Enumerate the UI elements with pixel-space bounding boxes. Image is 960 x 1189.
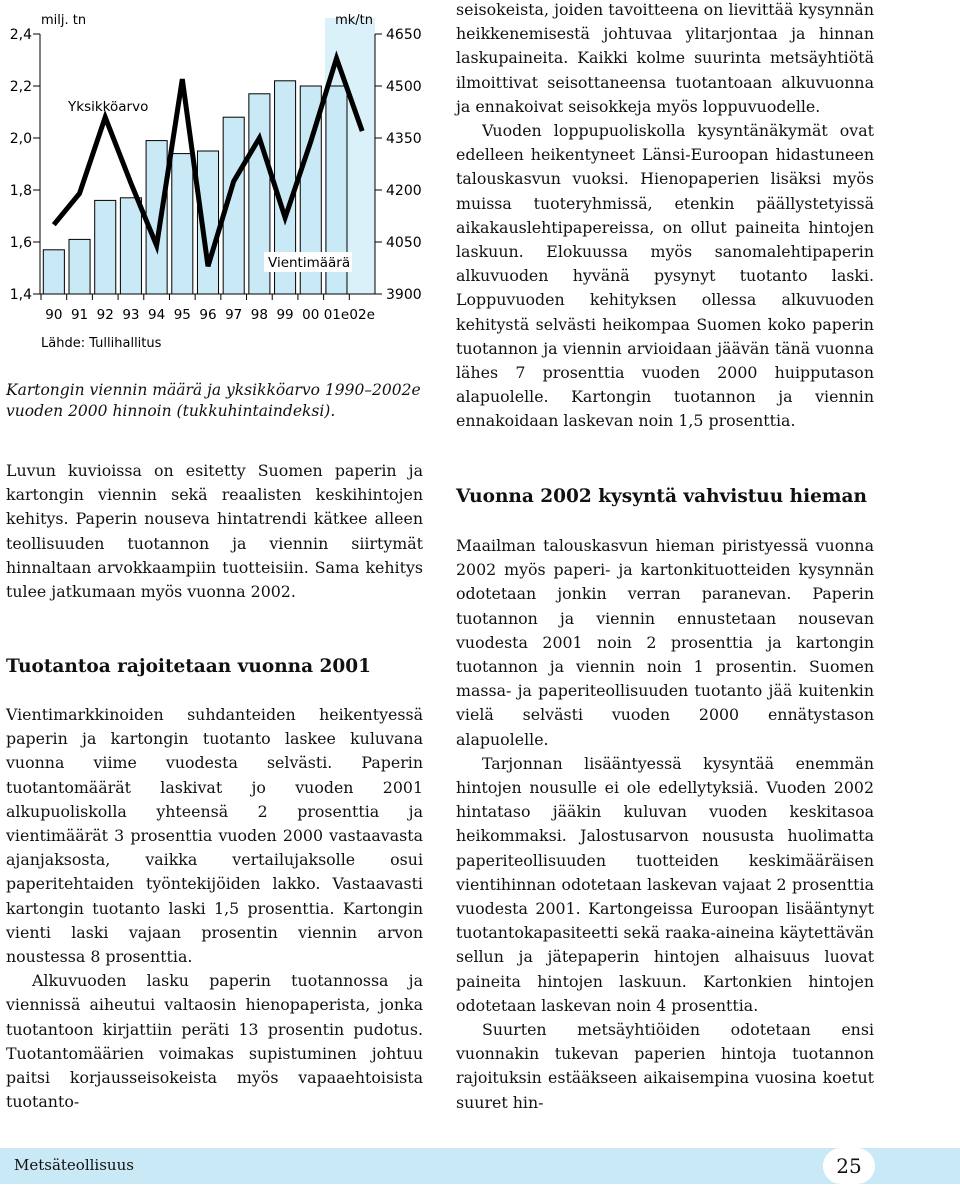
left-tick-label: 1,8 [9, 183, 32, 199]
bar [120, 198, 141, 294]
right-body-top: seisokeista, joiden tavoitteena on lievittää kysynnän heikkenemisestä johtuvaa ylitarjontaa ja hinnan laskupaineita. Kaikki kolme suurinta metsäyhtiötä ilmoittivat seisottaneensa tuotantoaan alkuvuonna ja ennakoivat seisokkeja myös loppuvuodelle. Vuoden loppupuoliskolla kysyntänäkymät ovat edelleen heikentyneet Länsi-Euroopan hidastuneen talouskasvun vuoksi. Hienopaperien lisäksi myös muissa tuoteryhmissä, etenkin päällystetyissä aikakauslehtipapereissa, on ollut paineita hintojen laskuun. Elokuussa myös sanomalehtipaperin alkuvuoden hyvänä pysynyt tuotanto laski. Loppuvuoden kehityksen ollessa alkuvuoden kehitystä selvästi heikompaa Suomen koko paperin tuotannon ja viennin arvioidaan jäävän tänä vuonna lähes 7 prosenttia vuoden 2000 huipputason alapuolelle. Kartongin tuotannon ja viennin ennakoidaan laskevan noin 1,5 prosenttia. [456, 0, 874, 431]
footer-bar [0, 1148, 960, 1184]
x-tick-label: 01e [323, 307, 350, 323]
left-tick-label: 1,6 [9, 235, 32, 251]
right-tick-label: 4650 [386, 27, 422, 43]
right-tick-label: 4050 [386, 235, 422, 251]
x-tick-label: 98 [250, 307, 268, 323]
x-tick-label: 99 [276, 307, 294, 323]
x-tick-label: 95 [173, 307, 191, 323]
heading-2002: Vuonna 2002 kysyntä vahvistuu hieman [456, 486, 867, 507]
x-tick-label: 90 [45, 307, 63, 323]
right-axis [375, 27, 422, 303]
left-tick-label: 1,4 [9, 287, 32, 303]
left-tick-label: 2,0 [9, 131, 32, 147]
bar [69, 239, 90, 294]
right-body-bottom: Maailman talouskasvun hieman piristyessä vuonna 2002 myös paperi- ja kartonkituotteiden kysynnän odotetaan jonkin verran paranevan. Paperin tuotannon ja viennin ennustetaan nousevan vuodesta 2001 noin 2 prosenttia ja kartongin tuotannon ja viennin noin 1 prosentin. Suomen massa- ja paperiteollisuuden tuotanto jää kuitenkin vielä selvästi vuoden 2000 ennätystason alapuolelle. Tarjonnan lisääntyessä kysyntää enemmän hintojen nousulle ei ole edellytyksiä. Vuoden 2002 hintataso jääkin kuluvan vuoden keskitasoa heikommaksi. Jalostusarvon noususta huolimatta paperiteollisuuden tuotteiden keskimääräisen vientihinnan odotetaan laskevan vajaat 2 prosenttia vuodesta 2001. Kartongeissa Euroopan lisääntynyt tuotantokapasiteetti sekä raaka-aineina käytettävän sellun ja jätepaperin hintojen alhaisuus luovat paineita hintojen laskuun. Kartonkien hintojen odotetaan laskevan noin 4 prosenttia. Suurten metsäyhtiöiden odotetaan ensi vuonnakin tukevan paperien hintoja tuotannon rajoituksin estääkseen aikaisempina vuosina koetut suuret hin- [456, 536, 874, 1112]
left-tick-label: 2,2 [9, 79, 32, 95]
x-tick-label: 00 [302, 307, 320, 323]
label-yksikkoarvo: Yksikköarvo [68, 99, 149, 115]
page-number: 25 [823, 1148, 875, 1184]
bar [43, 250, 64, 294]
label-vientimaara: Vientimäärä [268, 255, 351, 271]
right-tick-label: 4200 [386, 183, 422, 199]
x-tick-label: 93 [122, 307, 140, 323]
bar [172, 154, 193, 294]
left-body: Vientimarkkinoiden suhdanteiden heikentyessä paperin ja kartongin tuotanto laskee kuluvana vuonna viime vuodesta selvästi. Paperin tuotantomäärät laskivat jo vuoden 2001 alkupuoliskolla yhteensä 2 prosenttia ja vientimäärät 3 prosenttia vuoden 2000 vastaavasta ajanjaksosta, vaikka vertailujaksolle osui paperitehtaiden työntekijöiden lakko. Vastaavasti kartongin tuotanto laski 1,5 prosenttia. Kartongin vienti laski vajaan prosentin viennin arvon noustessa 8 prosenttia. Alkuvuoden lasku paperin tuotannossa ja viennissä aiheutui valtaosin hienopaperista, jonka tuotantoon kirjattiin peräti 13 prosentin pudotus. Tuotantomäärien voimakas supistuminen johtuu paitsi korjausseisokeista myös vapaaehtoisista tuotanto- [6, 705, 423, 1112]
bar [95, 200, 116, 294]
bar [146, 141, 167, 294]
heading-2001: Tuotantoa rajoitetaan vuonna 2001 [6, 656, 372, 677]
left-tick-label: 2,4 [9, 27, 32, 43]
left-intro-paragraph: Luvun kuvioissa on esitetty Suomen paperin ja kartongin viennin sekä reaalisten keskihintojen kehitys. Paperin nouseva hintatrendi kätkee alleen teollisuuden tuotannon ja viennin siirtymät hinnaltaan arvokkaampiin tuotteisiin. Sama kehitys tulee jatkumaan myös vuonna 2002. [6, 461, 423, 602]
footer-publication: Metsäteollisuus [14, 1156, 134, 1174]
right-tick-label: 3900 [386, 287, 422, 303]
unit-left: milj. tn [41, 13, 87, 28]
chart-source: Lähde: Tullihallitus [41, 336, 162, 351]
x-tick-label: 96 [199, 307, 217, 323]
x-axis [41, 294, 375, 323]
x-tick-label: 92 [96, 307, 114, 323]
x-tick-label: 91 [70, 307, 89, 323]
right-tick-label: 4500 [386, 79, 422, 95]
x-tick-label: 94 [148, 307, 166, 323]
export-chart [0, 0, 440, 351]
x-tick-label: 97 [225, 307, 243, 323]
unit-right: mk/tn [335, 13, 373, 28]
left-axis [10, 27, 40, 303]
right-tick-label: 4350 [386, 131, 422, 147]
figure-caption: Kartongin viennin määrä ja yksikköarvo 1990–2002e vuoden 2000 hinnoin (tukkuhintaindeksi). [6, 381, 421, 420]
x-tick-label: 02e [349, 307, 375, 323]
